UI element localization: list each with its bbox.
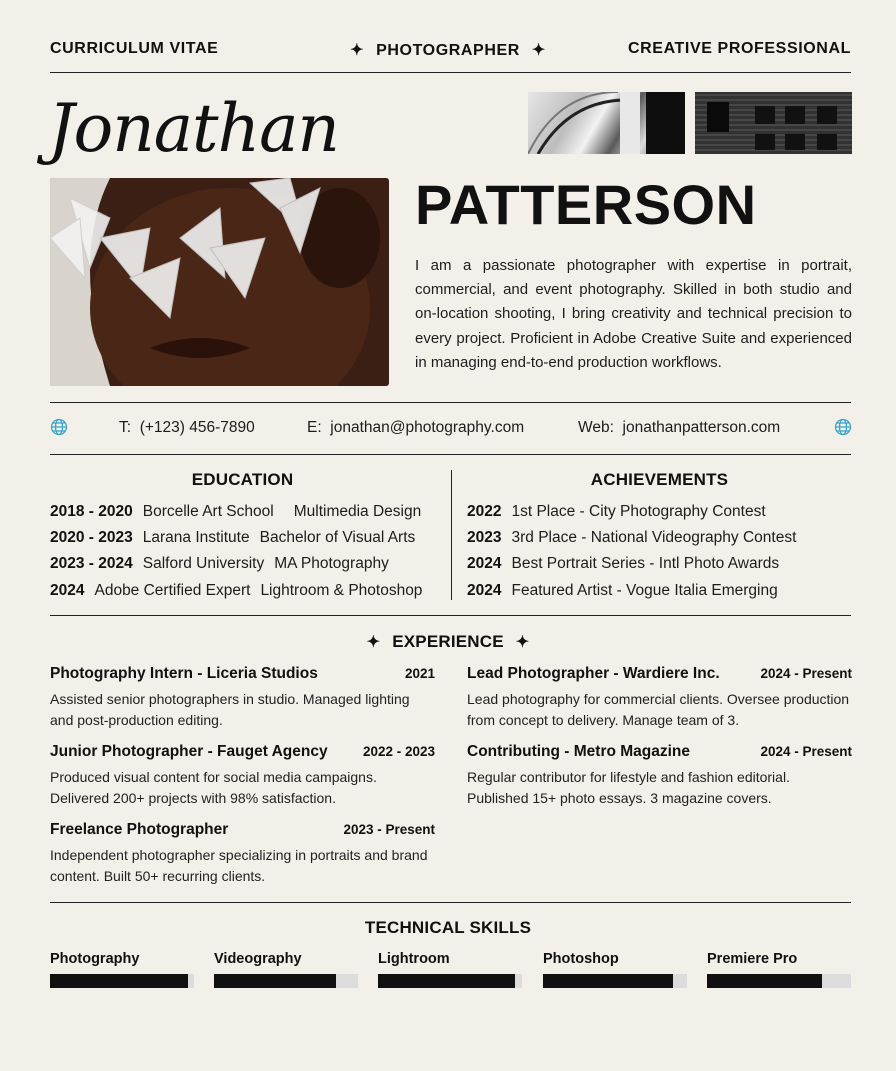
skill-bar-fill bbox=[50, 974, 188, 988]
job-date: 2022 - 2023 bbox=[362, 744, 435, 759]
divider bbox=[50, 615, 851, 616]
education-school: Salford University bbox=[142, 555, 265, 572]
skill-bar bbox=[707, 974, 851, 988]
education-title: EDUCATION bbox=[191, 470, 294, 489]
achievement-text: Best Portrait Series - Intl Photo Awards bbox=[511, 555, 780, 572]
website bbox=[578, 419, 780, 437]
job-date: 2024 - Present bbox=[760, 744, 852, 759]
education-years: 2018 - 2020 bbox=[50, 503, 133, 520]
star-icon: ✦ bbox=[531, 42, 546, 59]
skill-premiere-pro bbox=[707, 951, 851, 988]
skill-photoshop bbox=[543, 951, 687, 988]
skill-bar bbox=[378, 974, 522, 988]
experience-title-label: EXPERIENCE bbox=[392, 632, 504, 651]
education-row bbox=[50, 555, 389, 573]
education-row bbox=[50, 529, 415, 547]
divider bbox=[50, 402, 851, 403]
job-description: Produced visual content for social media campaigns. Delivered 200+ projects with 98% satisfaction. bbox=[50, 769, 377, 806]
skill-bar bbox=[214, 974, 358, 988]
achievement-text: Featured Artist - Vogue Italia Emerging bbox=[511, 582, 778, 599]
education-years: 2024 bbox=[50, 582, 85, 599]
email-label: E: bbox=[307, 419, 322, 436]
star-icon: ✦ bbox=[350, 42, 365, 59]
header-left-label: CURRICULUM VITAE bbox=[50, 40, 219, 57]
job-description: Lead photography for commercial clients. Oversee production from concept to delivery. Manage team of 3. bbox=[467, 691, 850, 728]
job-description: Independent photographer specializing in portraits and brand content. Built 50+ recurring clients. bbox=[50, 847, 428, 884]
skill-name: Photoshop bbox=[543, 951, 619, 967]
education-row bbox=[50, 582, 422, 600]
header-role-label: PHOTOGRAPHER bbox=[376, 42, 520, 59]
globe-icon bbox=[834, 418, 852, 436]
achievement-row bbox=[467, 529, 796, 547]
job-title: Lead Photographer - Wardiere Inc. bbox=[467, 665, 720, 682]
phone bbox=[119, 419, 255, 437]
job-description: Regular contributor for lifestyle and fashion editorial. Published 15+ photo essays. 3 magazine covers. bbox=[467, 769, 790, 806]
email-link[interactable]: jonathan@photography.com bbox=[330, 419, 525, 436]
education-row bbox=[50, 503, 421, 521]
skill-bar-fill bbox=[543, 974, 673, 988]
job-description: Assisted senior photographers in studio. Managed lighting and post-production editing. bbox=[50, 691, 410, 728]
skills-title: TECHNICAL SKILLS bbox=[364, 918, 532, 937]
achievement-year: 2024 bbox=[467, 555, 502, 572]
achievement-year: 2024 bbox=[467, 582, 502, 599]
skill-name: Lightroom bbox=[378, 951, 450, 967]
architecture-photo-building bbox=[695, 92, 852, 154]
job-date: 2024 - Present bbox=[760, 666, 852, 681]
column-divider bbox=[451, 470, 452, 600]
education-school: Adobe Certified Expert bbox=[94, 582, 251, 599]
skill-bar-fill bbox=[378, 974, 515, 988]
header-right-label: CREATIVE PROFESSIONAL bbox=[628, 40, 851, 57]
job-date: 2023 - Present bbox=[343, 822, 435, 837]
bio-paragraph: I am a passionate photographer with expertise in portrait, commercial, and event photography. Skilled in both studio and on-location shooting, I bring creativity and technical precision to every project. Proficient in Adobe Creative Suite and experienced in managing end-to-end production workflows. bbox=[415, 257, 852, 371]
achievement-year: 2022 bbox=[467, 503, 502, 520]
first-name: Jonathan bbox=[48, 90, 339, 167]
education-degree: Lightroom & Photoshop bbox=[260, 582, 423, 599]
achievement-text: 1st Place - City Photography Contest bbox=[511, 503, 766, 520]
job-title: Contributing - Metro Magazine bbox=[467, 743, 691, 760]
architecture-photo-curve bbox=[528, 92, 685, 154]
achievement-year: 2023 bbox=[467, 529, 502, 546]
achievement-row bbox=[467, 503, 766, 521]
education-years: 2020 - 2023 bbox=[50, 529, 133, 546]
achievement-text: 3rd Place - National Videography Contest bbox=[511, 529, 797, 546]
skill-bar bbox=[543, 974, 687, 988]
achievement-row bbox=[467, 582, 778, 600]
divider bbox=[50, 72, 851, 73]
web-link[interactable]: jonathanpatterson.com bbox=[622, 419, 781, 436]
skill-bar bbox=[50, 974, 194, 988]
email bbox=[307, 419, 524, 437]
skill-videography bbox=[214, 951, 358, 988]
experience-title bbox=[0, 632, 896, 652]
skill-bar-fill bbox=[214, 974, 336, 988]
education-degree: MA Photography bbox=[274, 555, 389, 572]
phone-value[interactable]: (+123) 456-7890 bbox=[139, 419, 255, 436]
skill-name: Premiere Pro bbox=[707, 951, 798, 967]
education-school: Larana Institute bbox=[142, 529, 250, 546]
job-entry bbox=[50, 665, 435, 730]
job-date: 2021 bbox=[404, 666, 435, 681]
web-label: Web: bbox=[578, 419, 614, 436]
portrait-photo bbox=[50, 178, 389, 386]
job-title: Photography Intern - Liceria Studios bbox=[50, 665, 318, 682]
star-icon: ✦ bbox=[366, 634, 381, 651]
globe-icon bbox=[50, 418, 68, 436]
job-entry bbox=[467, 665, 852, 730]
last-name: PATTERSON bbox=[415, 173, 757, 236]
education-years: 2023 - 2024 bbox=[50, 555, 133, 572]
skill-name: Photography bbox=[50, 951, 140, 967]
divider bbox=[50, 902, 851, 903]
skill-bar-fill bbox=[707, 974, 822, 988]
star-icon: ✦ bbox=[515, 634, 530, 651]
job-title: Freelance Photographer bbox=[50, 821, 229, 838]
job-entry bbox=[50, 821, 435, 886]
education-school: Borcelle Art School bbox=[142, 503, 274, 520]
phone-label: T: bbox=[119, 419, 132, 436]
education-degree: Multimedia Design bbox=[293, 503, 422, 520]
achievement-row bbox=[467, 555, 779, 573]
skill-photography bbox=[50, 951, 194, 988]
divider bbox=[50, 454, 851, 455]
job-entry bbox=[50, 743, 435, 808]
education-degree: Bachelor of Visual Arts bbox=[259, 529, 416, 546]
skill-lightroom bbox=[378, 951, 522, 988]
skill-name: Videography bbox=[214, 951, 302, 967]
achievements-title: ACHIEVEMENTS bbox=[590, 470, 729, 489]
job-title: Junior Photographer - Fauget Agency bbox=[50, 743, 328, 760]
job-entry bbox=[467, 743, 852, 808]
